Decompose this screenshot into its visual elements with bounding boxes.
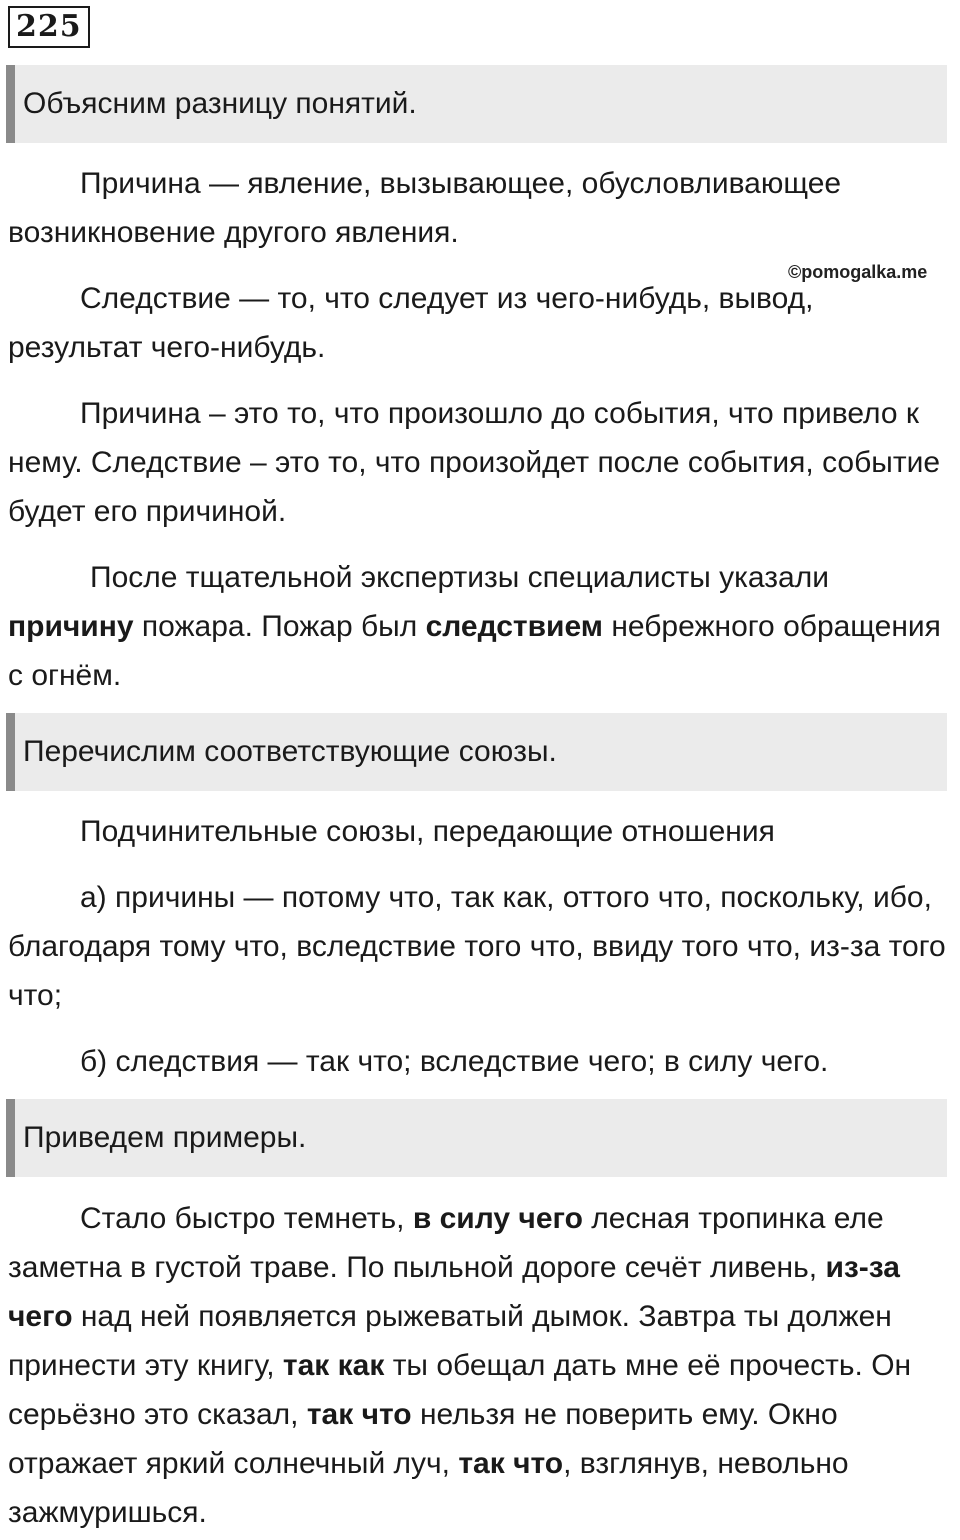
paragraph-fire-example	[8, 553, 956, 700]
text-fragment: небрежного обращения с огнём.	[8, 610, 941, 692]
paragraph-cause-vs-consequence: Причина – это то, что произошло до события, что привело к нему. Следствие – это то, что произойдет после события, событие будет его причиной.	[8, 397, 941, 528]
section-header-explain: Объясним разницу понятий.	[6, 65, 947, 143]
paragraph-examples	[8, 1194, 956, 1537]
paragraph-consequence-conjunctions: б) следствия — так что; вследствие чего; в силу чего.	[80, 1045, 829, 1078]
bold-conjunction: так что	[458, 1447, 564, 1480]
paragraph-cause-conjunctions: а) причины — потому что, так как, оттого что, поскольку, ибо, благодаря тому что, вследствие того что, ввиду того что, из-за того что;	[8, 881, 946, 1012]
paragraph-cause-definition: Причина — явление, вызывающее, обусловливающее возникновение другого явления.	[8, 167, 842, 249]
text-fragment: над ней появляется рыжеватый дымок. Завтра ты должен принести эту книгу,	[8, 1300, 892, 1382]
bold-term-consequence: следствием	[425, 610, 603, 643]
bold-conjunction: из-за чего	[8, 1251, 900, 1333]
text-fragment: лесная тропинка еле заметна в густой траве. По пыльной дороге сечёт ливень,	[8, 1202, 884, 1284]
bold-conjunction: в силу чего	[412, 1202, 583, 1235]
task-number: 225	[8, 6, 90, 48]
watermark: ©pomogalka.me	[788, 262, 928, 282]
text-fragment: пожара. Пожар был	[133, 610, 426, 643]
text-fragment: , взглянув, невольно зажмуришься.	[8, 1447, 849, 1529]
section-header-conjunctions: Перечислим соответствующие союзы.	[6, 713, 947, 791]
paragraph-consequence-definition: Следствие — то, что следует из чего-нибудь, вывод, результат чего-нибудь.	[8, 282, 814, 364]
bold-conjunction: так как	[282, 1349, 385, 1382]
text-fragment: нельзя не поверить ему. Окно отражает яркий солнечный луч,	[8, 1398, 838, 1480]
text-fragment: ты обещал дать мне её прочесть. Он серьёзно это сказал,	[8, 1349, 912, 1431]
text-fragment: Стало быстро темнеть,	[80, 1202, 413, 1235]
bold-term-cause: причину	[8, 610, 134, 643]
text-fragment: После тщательной экспертизы специалисты указали	[90, 561, 829, 594]
section-header-examples: Приведем примеры.	[6, 1099, 947, 1177]
bold-conjunction: так что	[306, 1398, 412, 1431]
paragraph-conjunctions-intro: Подчинительные союзы, передающие отношения	[80, 815, 775, 848]
